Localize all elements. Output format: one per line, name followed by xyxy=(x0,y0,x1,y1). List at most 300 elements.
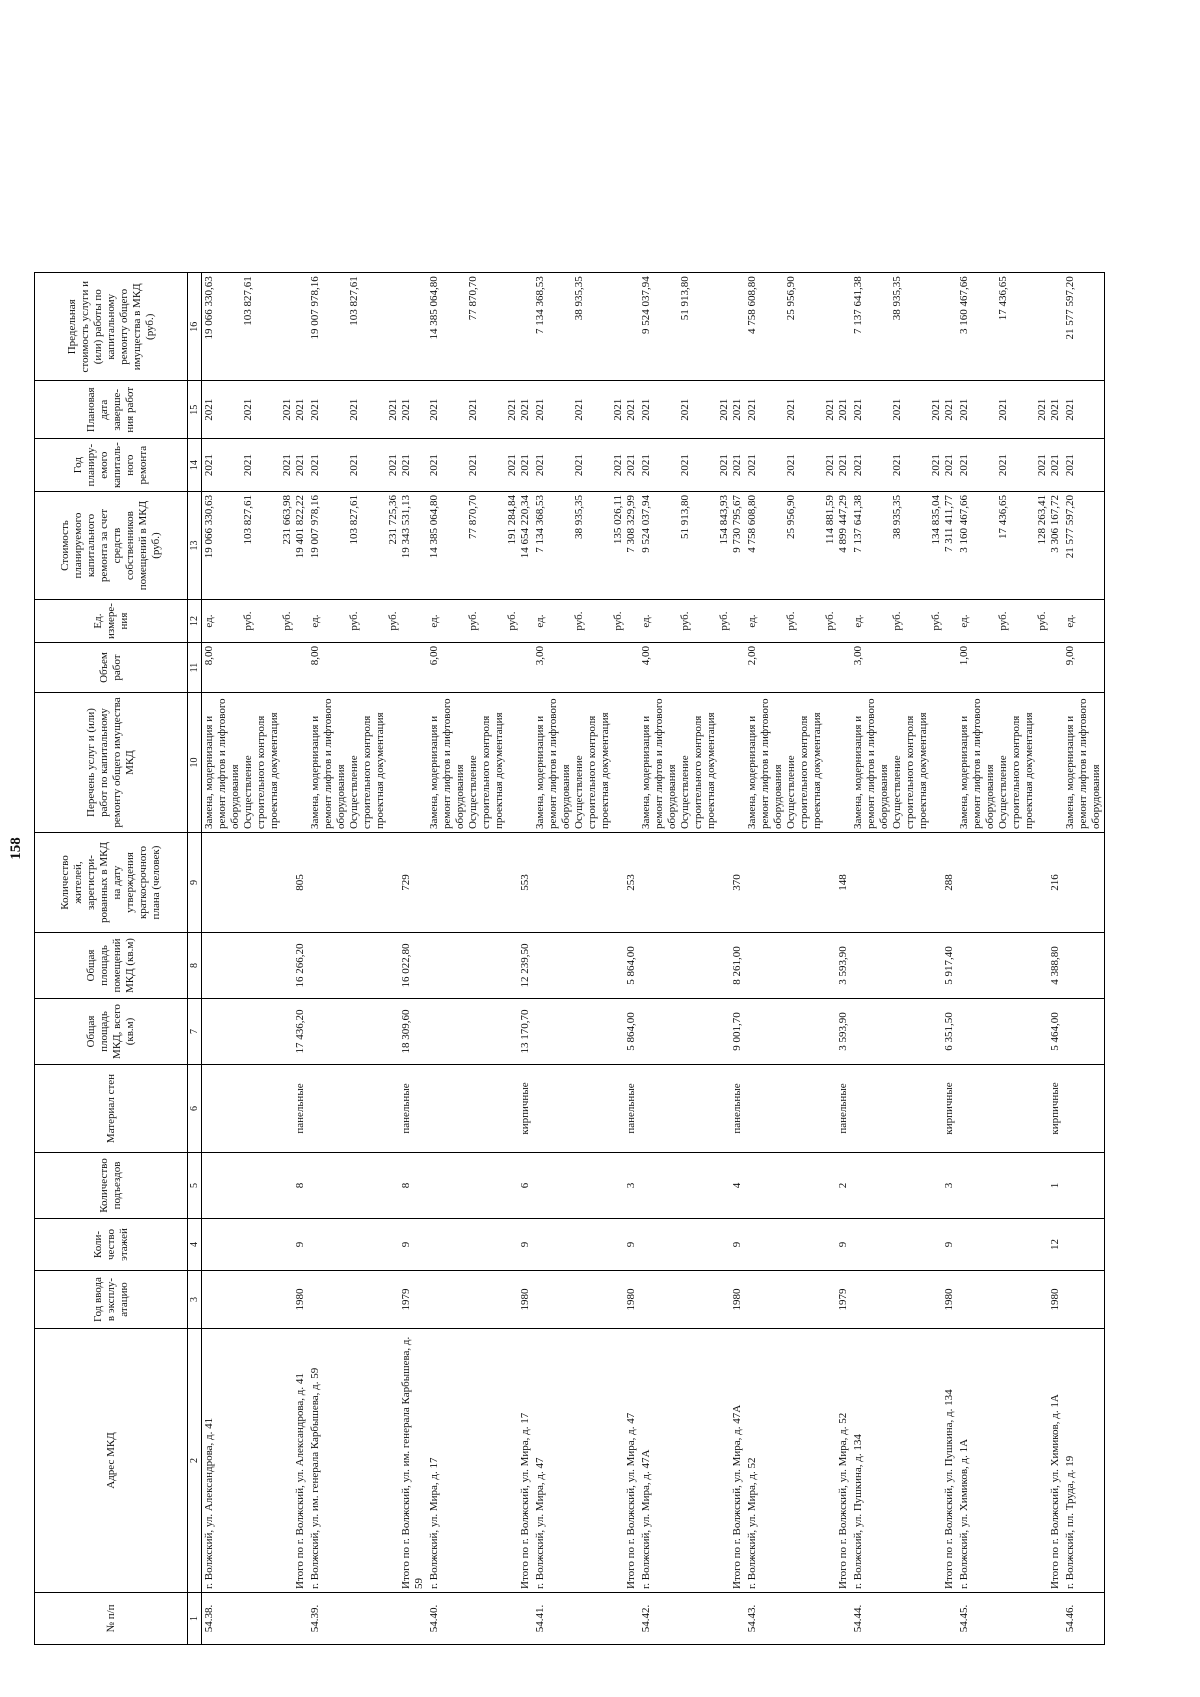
residents: 805 xyxy=(202,833,309,933)
premises-area: 16 266,20 xyxy=(202,933,309,999)
total-area: 6 351,50 xyxy=(851,999,957,1065)
cost: 128 263,41 xyxy=(1036,495,1048,545)
column-header: Общая площадь помещений МКД (кв.м) xyxy=(35,933,188,999)
build-year: 1980 xyxy=(202,1271,309,1329)
work-item: Замена, модернизация и ремонт лифтов и лифтового оборудования xyxy=(852,698,890,829)
floors: 9 xyxy=(851,1219,957,1271)
cost-total: 7 308 329,99 xyxy=(625,495,637,553)
work-item: Осуществление строительного контроля xyxy=(785,715,810,829)
total-label: Итого по г. Волжский, ул. им. генерала Карбышева, д. 59 xyxy=(400,1336,425,1589)
work-item: Осуществление строительного контроля xyxy=(242,715,267,829)
completion-year: 2021 xyxy=(400,398,412,421)
completion-year: 2021 xyxy=(997,398,1009,421)
completion-year-cell xyxy=(202,381,309,439)
column-header: Коли-чество этажей xyxy=(35,1219,188,1271)
cost-total: 4 899 447,29 xyxy=(837,495,849,553)
table-row xyxy=(851,273,957,1645)
cost: 231 725,36 xyxy=(387,495,399,545)
address-cell xyxy=(427,1329,533,1593)
completion-year-cell xyxy=(957,381,1063,439)
floors: 9 xyxy=(202,1219,309,1271)
cost: 4 758 608,80 xyxy=(746,495,758,553)
plan-year: 2021 xyxy=(348,454,360,477)
floors: 9 xyxy=(533,1219,639,1271)
residents: 370 xyxy=(639,833,745,933)
unit: ед. xyxy=(746,614,758,628)
plan-year: 2021 xyxy=(428,454,440,477)
limit-cost: 51 913,80 xyxy=(679,276,691,321)
table-row xyxy=(957,273,1063,1645)
completion-year-cell xyxy=(639,381,745,439)
empty-cell xyxy=(1063,1065,1105,1153)
completion-year: 2021 xyxy=(428,398,440,421)
work-item: Замена, модернизация и ремонт лифтов и лифтового оборудования xyxy=(640,698,678,829)
address: г. Волжский, ул. Мира, д. 17 xyxy=(428,1457,440,1589)
cost-cell xyxy=(202,492,309,600)
column-number: 13 xyxy=(188,492,202,600)
work-list xyxy=(427,693,533,833)
completion-year-cell xyxy=(308,381,427,439)
floors: 9 xyxy=(745,1219,851,1271)
empty-cell xyxy=(1063,999,1105,1065)
cost-cell xyxy=(308,492,427,600)
column-number: 16 xyxy=(188,273,202,381)
work-item: проектная документация xyxy=(917,712,929,829)
address: г. Волжский, ул. Мира, д. 52 xyxy=(746,1457,758,1589)
limit-cost-cell xyxy=(745,273,851,381)
cost-cell xyxy=(745,492,851,600)
floors: 9 xyxy=(639,1219,745,1271)
work-item: Замена, модернизация и ремонт лифтов и лифтового оборудования xyxy=(428,698,466,829)
completion-year: 2021 xyxy=(1049,398,1061,421)
column-header: Год ввода в эксплу-атацию xyxy=(35,1271,188,1329)
cost-total: 19 343 531,13 xyxy=(400,495,412,559)
column-number: 2 xyxy=(188,1329,202,1593)
work-volume: 1,00 xyxy=(957,643,1063,693)
cost: 38 935,35 xyxy=(573,495,585,540)
column-number: 5 xyxy=(188,1153,202,1219)
work-item: Замена, модернизация и ремонт лифтов и лифтового оборудования xyxy=(534,698,572,829)
unit: руб. xyxy=(242,611,254,631)
wall-material: панельные xyxy=(639,1065,745,1153)
unit: руб. xyxy=(997,611,1009,631)
plan-year: 2021 xyxy=(519,454,531,477)
plan-year: 2021 xyxy=(958,454,970,477)
limit-cost-cell xyxy=(851,273,957,381)
completion-year: 2021 xyxy=(731,398,743,421)
work-list xyxy=(202,693,309,833)
address: г. Волжский, ул. им. генерала Карбышева, д. 59 xyxy=(309,1367,321,1589)
unit: руб. xyxy=(824,611,836,631)
table-row xyxy=(745,273,851,1645)
premises-area: 16 022,80 xyxy=(308,933,427,999)
unit-cell xyxy=(202,600,309,643)
completion-year: 2021 xyxy=(746,398,758,421)
address: г. Волжский, ул. Мира, д. 47А xyxy=(640,1449,652,1589)
column-number: 11 xyxy=(188,643,202,693)
empty-cell xyxy=(1063,1271,1105,1329)
residents: 288 xyxy=(851,833,957,933)
work-item: Осуществление строительного контроля xyxy=(997,715,1022,829)
spacer xyxy=(759,1332,837,1589)
column-header: Количество подъездов xyxy=(35,1153,188,1219)
plan-year-cell xyxy=(639,439,745,492)
unit: руб. xyxy=(387,611,399,631)
cost: 154 843,93 xyxy=(718,495,730,545)
completion-year: 2021 xyxy=(785,398,797,421)
work-item: проектная документация xyxy=(811,712,823,829)
limit-cost: 7 134 368,53 xyxy=(534,276,546,335)
plan-year: 2021 xyxy=(930,454,942,477)
build-year: 1980 xyxy=(427,1271,533,1329)
completion-year: 2021 xyxy=(573,398,585,421)
work-volume: 2,00 xyxy=(745,643,851,693)
unit: ед. xyxy=(203,614,215,628)
plan-year: 2021 xyxy=(891,454,903,477)
limit-cost: 19 066 330,63 xyxy=(203,276,215,340)
address-cell xyxy=(745,1329,851,1593)
work-item: проектная документация xyxy=(1023,712,1035,829)
limit-cost: 19 007 978,16 xyxy=(309,276,321,340)
column-header: Перечень услуг и (или) работ по капитальному ремонту общего имущества МКД xyxy=(35,693,188,833)
limit-cost: 3 160 467,66 xyxy=(958,276,970,335)
cost: 19 007 978,16 xyxy=(309,495,321,559)
wall-material: кирпичные xyxy=(851,1065,957,1153)
plan-year: 2021 xyxy=(400,454,412,477)
total-area: 5 464,00 xyxy=(957,999,1063,1065)
plan-year-cell xyxy=(851,439,957,492)
build-year: 1980 xyxy=(639,1271,745,1329)
unit-cell xyxy=(308,600,427,643)
completion-year-cell xyxy=(745,381,851,439)
residents: 148 xyxy=(745,833,851,933)
work-item: Замена, модернизация и ремонт лифтов и лифтового оборудования xyxy=(746,698,784,829)
cost-total: 14 654 220,34 xyxy=(519,495,531,559)
unit: руб. xyxy=(281,611,293,631)
work-volume: 4,00 xyxy=(639,643,745,693)
completion-year-cell xyxy=(851,381,957,439)
wall-material: кирпичные xyxy=(427,1065,533,1153)
unit: руб. xyxy=(718,611,730,631)
premises-area: 8 261,00 xyxy=(639,933,745,999)
cost: 38 935,35 xyxy=(891,495,903,540)
floors: 9 xyxy=(308,1219,427,1271)
unit-cell xyxy=(427,600,533,643)
plan-year: 2021 xyxy=(746,454,758,477)
cost: 77 870,70 xyxy=(467,495,479,540)
row-number: 54.38. xyxy=(202,1593,309,1645)
column-header: № п/п xyxy=(35,1593,188,1645)
plan-year: 2021 xyxy=(506,454,518,477)
cost: 7 134 368,53 xyxy=(534,495,546,553)
completion-year: 2021 xyxy=(718,398,730,421)
row-number: 54.41. xyxy=(533,1593,639,1645)
unit: руб. xyxy=(348,611,360,631)
address-cell xyxy=(851,1329,957,1593)
limit-cost-cell xyxy=(202,273,309,381)
work-volume: 8,00 xyxy=(202,643,309,693)
cost: 9 524 037,94 xyxy=(640,495,652,553)
work-list xyxy=(533,693,639,833)
empty-cell xyxy=(1063,1219,1105,1271)
limit-cost: 38 935,35 xyxy=(573,276,585,321)
work-volume: 8,00 xyxy=(308,643,427,693)
column-header: Адрес МКД xyxy=(35,1329,188,1593)
limit-cost: 9 524 037,94 xyxy=(640,276,652,335)
plan-year: 2021 xyxy=(718,454,730,477)
address-cell xyxy=(957,1329,1063,1593)
table-row xyxy=(308,273,427,1645)
plan-year: 2021 xyxy=(203,454,215,477)
completion-year: 2021 xyxy=(891,398,903,421)
unit: ед. xyxy=(1063,600,1105,643)
plan-year: 2021 xyxy=(387,454,399,477)
table-row xyxy=(427,273,533,1645)
limit-cost-cell xyxy=(533,273,639,381)
plan-year: 2021 xyxy=(943,454,955,477)
completion-year: 2021 xyxy=(930,398,942,421)
row-number: 54.44. xyxy=(851,1593,957,1645)
address: г. Волжский, ул. Химиков, д. 1А xyxy=(958,1438,970,1589)
column-number: 6 xyxy=(188,1065,202,1153)
unit: руб. xyxy=(785,611,797,631)
limit-cost: 14 385 064,80 xyxy=(428,276,440,340)
total-label: Итого по г. Волжский, ул. Мира, д. 52 xyxy=(837,1412,849,1589)
work-item: проектная документация xyxy=(268,712,280,829)
floors: 12 xyxy=(957,1219,1063,1271)
completion-year-cell xyxy=(533,381,639,439)
empty-cell xyxy=(1063,1153,1105,1219)
table-row xyxy=(533,273,639,1645)
cost-cell xyxy=(639,492,745,600)
total-label: Итого по г. Волжский, ул. Мира, д. 17 xyxy=(519,1412,531,1589)
cost: 103 827,61 xyxy=(242,495,254,545)
repair-plan-table xyxy=(34,272,1105,1645)
plan-year: 2021 xyxy=(1036,454,1048,477)
entrances: 4 xyxy=(639,1153,745,1219)
limit-cost: 103 827,61 xyxy=(348,276,360,326)
total-label: Итого по г. Волжский, ул. Пушкина, д. 134 xyxy=(943,1389,955,1589)
column-number: 3 xyxy=(188,1271,202,1329)
cost-cell xyxy=(851,492,957,600)
build-year: 1980 xyxy=(851,1271,957,1329)
spacer xyxy=(547,1332,625,1589)
cost: 134 835,04 xyxy=(930,495,942,545)
wall-material: панельные xyxy=(533,1065,639,1153)
spacer xyxy=(865,1332,943,1589)
work-item: Осуществление строительного контроля xyxy=(348,715,373,829)
plan-year: 2021 xyxy=(837,454,849,477)
completion-year: 2021 xyxy=(534,398,546,421)
cost: 114 881,59 xyxy=(824,495,836,545)
plan-year: 2021 xyxy=(1049,454,1061,477)
spacer xyxy=(653,1332,731,1589)
unit-cell xyxy=(957,600,1063,643)
column-header: Предельная стоимость услуги и (или) работы по капитальному ремонту общего имущества в МКД (руб.) xyxy=(35,273,188,381)
limit-cost: 21 577 597,20 xyxy=(1063,273,1105,381)
plan-year: 2021 xyxy=(824,454,836,477)
plan-year: 2021 xyxy=(309,454,321,477)
column-number: 4 xyxy=(188,1219,202,1271)
unit-cell xyxy=(639,600,745,643)
cost: 14 385 064,80 xyxy=(428,495,440,559)
work-volume: 3,00 xyxy=(533,643,639,693)
unit: руб. xyxy=(679,611,691,631)
completion-year: 2021 xyxy=(1063,381,1105,439)
table-row xyxy=(1063,273,1105,1645)
plan-year-cell xyxy=(308,439,427,492)
work-list xyxy=(851,693,957,833)
plan-year: 2021 xyxy=(785,454,797,477)
row-number: 54.43. xyxy=(745,1593,851,1645)
cost: 191 284,84 xyxy=(506,495,518,545)
completion-year: 2021 xyxy=(281,398,293,421)
limit-cost: 4 758 608,80 xyxy=(746,276,758,335)
row-number: 54.39. xyxy=(308,1593,427,1645)
cost: 51 913,80 xyxy=(679,495,691,540)
cost-total: 9 730 795,67 xyxy=(731,495,743,553)
column-header: Плановая дата заверше-ния работ xyxy=(35,381,188,439)
entrances: 3 xyxy=(533,1153,639,1219)
completion-year: 2021 xyxy=(958,398,970,421)
plan-year-cell xyxy=(202,439,309,492)
plan-year: 2021 xyxy=(612,454,624,477)
completion-year: 2021 xyxy=(242,398,254,421)
column-number: 10 xyxy=(188,693,202,833)
plan-year: 2021 xyxy=(997,454,1009,477)
cost: 21 577 597,20 xyxy=(1063,492,1105,600)
completion-year: 2021 xyxy=(837,398,849,421)
plan-year: 2021 xyxy=(281,454,293,477)
unit-cell xyxy=(745,600,851,643)
table-row xyxy=(202,273,309,1645)
cost: 135 026,11 xyxy=(612,495,624,545)
total-area: 3 593,90 xyxy=(745,999,851,1065)
premises-area: 12 239,50 xyxy=(427,933,533,999)
cost: 19 066 330,63 xyxy=(203,495,215,559)
unit: ед. xyxy=(958,614,970,628)
residents: 216 xyxy=(957,833,1063,933)
unit: ед. xyxy=(640,614,652,628)
table-row xyxy=(639,273,745,1645)
column-header: Материал стен xyxy=(35,1065,188,1153)
unit-cell xyxy=(851,600,957,643)
work-item: проектная документация xyxy=(599,712,611,829)
limit-cost: 77 870,70 xyxy=(467,276,479,321)
work-list xyxy=(957,693,1063,833)
limit-cost-cell xyxy=(427,273,533,381)
cost-cell xyxy=(427,492,533,600)
completion-year: 2021 xyxy=(294,398,306,421)
column-header: Объем работ xyxy=(35,643,188,693)
floors: 9 xyxy=(427,1219,533,1271)
residents: 253 xyxy=(533,833,639,933)
completion-year: 2021 xyxy=(348,398,360,421)
entrances: 6 xyxy=(427,1153,533,1219)
column-header: Год планиру-емого капиталь-ного ремонта xyxy=(35,439,188,492)
plan-year-cell xyxy=(745,439,851,492)
column-number: 8 xyxy=(188,933,202,999)
cost-cell xyxy=(533,492,639,600)
address-cell xyxy=(202,1329,309,1593)
cost: 103 827,61 xyxy=(348,495,360,545)
column-header: Стоимость планируемого капитального ремонта за счет средств собственников помещений в МКД (руб.) xyxy=(35,492,188,600)
limit-cost: 38 935,35 xyxy=(891,276,903,321)
completion-year: 2021 xyxy=(467,398,479,421)
residents: 729 xyxy=(308,833,427,933)
column-number: 12 xyxy=(188,600,202,643)
row-number: 54.45. xyxy=(957,1593,1063,1645)
build-year: 1980 xyxy=(957,1271,1063,1329)
total-area: 9 001,70 xyxy=(639,999,745,1065)
address: г. Волжский, ул. Пушкина, д. 134 xyxy=(852,1434,864,1589)
column-number-row xyxy=(188,273,202,1645)
limit-cost: 103 827,61 xyxy=(242,276,254,326)
total-label: Итого по г. Волжский, ул. Химиков, д. 1А xyxy=(1049,1394,1061,1589)
entrances: 3 xyxy=(851,1153,957,1219)
wall-material: панельные xyxy=(202,1065,309,1153)
limit-cost: 17 436,65 xyxy=(997,276,1009,321)
plan-year-cell xyxy=(957,439,1063,492)
work-item: проектная документация xyxy=(493,712,505,829)
work-item: Замена, модернизация и ремонт лифтов и лифтового оборудования xyxy=(309,698,347,829)
cost: 3 160 467,66 xyxy=(958,495,970,553)
row-number: 54.40. xyxy=(427,1593,533,1645)
address: г. Волжский, ул. Мира, д. 47 xyxy=(534,1457,546,1589)
plan-year: 2021 xyxy=(1063,439,1105,492)
completion-year: 2021 xyxy=(640,398,652,421)
completion-year: 2021 xyxy=(506,398,518,421)
limit-cost-cell xyxy=(308,273,427,381)
completion-year: 2021 xyxy=(309,398,321,421)
unit-cell xyxy=(533,600,639,643)
cost: 7 137 641,38 xyxy=(852,495,864,553)
empty-cell xyxy=(1063,833,1105,933)
plan-year: 2021 xyxy=(534,454,546,477)
address-cell xyxy=(639,1329,745,1593)
row-number: 54.42. xyxy=(639,1593,745,1645)
completion-year: 2021 xyxy=(612,398,624,421)
work-item: проектная документация xyxy=(374,712,386,829)
cost: 25 956,90 xyxy=(785,495,797,540)
total-area: 17 436,20 xyxy=(202,999,309,1065)
work-list xyxy=(745,693,851,833)
plan-year-cell xyxy=(533,439,639,492)
unit: руб. xyxy=(467,611,479,631)
header-row xyxy=(35,273,188,1645)
column-header: Общая площадь МКД, всего (кв.м) xyxy=(35,999,188,1065)
completion-year: 2021 xyxy=(679,398,691,421)
work-item: Замена, модернизация и ремонт лифтов и лифтового оборудования xyxy=(958,698,996,829)
spacer xyxy=(322,1332,400,1589)
unit: руб. xyxy=(506,611,518,631)
plan-year-cell xyxy=(427,439,533,492)
limit-cost-cell xyxy=(639,273,745,381)
unit: руб. xyxy=(573,611,585,631)
completion-year-cell xyxy=(427,381,533,439)
cost-total: 19 401 822,22 xyxy=(294,495,306,559)
cost-total: 3 306 167,72 xyxy=(1049,495,1061,553)
total-area: 13 170,70 xyxy=(427,999,533,1065)
total-label: Итого по г. Волжский, ул. Мира, д. 47 xyxy=(625,1412,637,1589)
page-number: 158 xyxy=(8,837,24,860)
spacer xyxy=(441,1332,519,1589)
total-area: 18 309,60 xyxy=(308,999,427,1065)
total-label: Итого по г. Волжский, ул. Мира, д. 47А xyxy=(731,1404,743,1589)
wall-material: кирпичные xyxy=(957,1065,1063,1153)
total-area: 5 864,00 xyxy=(533,999,639,1065)
work-item: Осуществление строительного контроля xyxy=(467,715,492,829)
